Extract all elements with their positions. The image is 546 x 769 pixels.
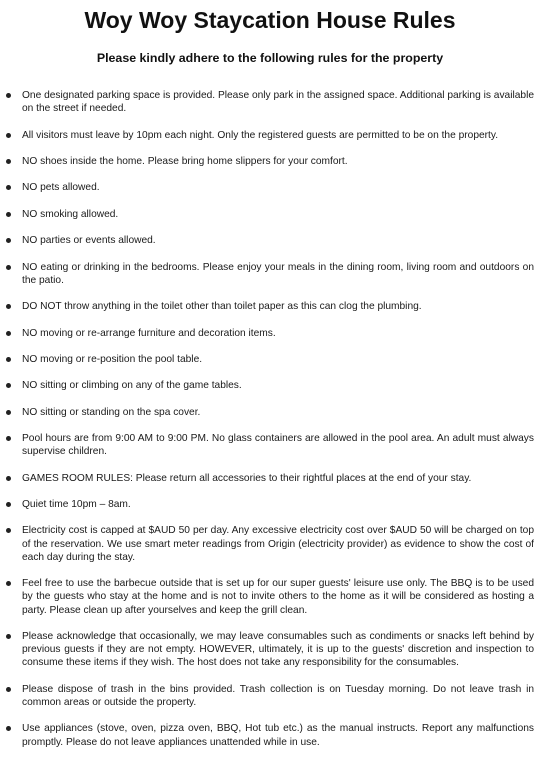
- rule-text: Pool hours are from 9:00 AM to 9:00 PM. No glass containers are allowed in the pool area. An adult must always supervise children.: [22, 433, 534, 458]
- rule-item: [6, 353, 534, 366]
- rule-item: [6, 181, 534, 194]
- rule-item: [6, 722, 534, 748]
- bullet-icon: [6, 436, 11, 441]
- rule-text: Please dispose of trash in the bins provided. Trash collection is on Tuesday morning. Do not leave trash in common areas or outside the property.: [22, 683, 534, 709]
- rule-text: NO sitting or standing on the spa cover.: [22, 406, 201, 418]
- rule-text: One designated parking space is provided. Please only park in the assigned space. Additional parking is available on the street if needed.: [22, 90, 534, 115]
- bullet-icon: [6, 383, 11, 388]
- bullet-icon: [6, 185, 11, 190]
- bullet-icon: [6, 726, 11, 731]
- rule-item: [6, 524, 534, 564]
- rule-item: [6, 261, 534, 287]
- bullet-icon: [6, 304, 11, 309]
- rule-text: All visitors must leave by 10pm each night. Only the registered guests are permitted to be on the property.: [22, 129, 499, 141]
- rule-text: NO smoking allowed.: [22, 208, 119, 220]
- rule-text: NO parties or events allowed.: [22, 235, 156, 247]
- rule-text: NO eating or drinking in the bedrooms. Please enjoy your meals in the dining room, living room and outdoors on the patio.: [22, 261, 534, 286]
- rule-item: [6, 472, 534, 485]
- rule-text: Quiet time 10pm – 8am.: [22, 499, 131, 511]
- rule-text: NO shoes inside the home. Please bring home slippers for your comfort.: [22, 155, 348, 167]
- rule-text: NO pets allowed.: [22, 182, 100, 194]
- bullet-icon: [6, 93, 11, 98]
- rule-item: [6, 129, 534, 142]
- rule-item: [6, 155, 534, 168]
- bullet-icon: [6, 159, 11, 164]
- bullet-icon: [6, 238, 11, 243]
- rule-text: NO moving or re-position the pool table.: [22, 353, 203, 365]
- rule-item: [6, 327, 534, 340]
- bullet-icon: [6, 265, 11, 270]
- bullet-icon: [6, 528, 11, 533]
- rules-list: [6, 89, 534, 749]
- rule-item: [6, 300, 534, 313]
- rule-item: [6, 498, 534, 511]
- rule-item: [6, 406, 534, 419]
- rule-text: DO NOT throw anything in the toilet other than toilet paper as this can clog the plumbing.: [22, 301, 422, 313]
- rule-item: [6, 432, 534, 458]
- rule-text: NO sitting or climbing on any of the game tables.: [22, 380, 242, 392]
- bullet-icon: [6, 331, 11, 336]
- bullet-icon: [6, 212, 11, 217]
- bullet-icon: [6, 581, 11, 586]
- page-title: Woy Woy Staycation House Rules: [84, 7, 456, 33]
- rule-text: GAMES ROOM RULES: Please return all accessories to their rightful places at the end of your stay.: [22, 472, 472, 484]
- rule-item: [6, 208, 534, 221]
- rule-text: Electricity cost is capped at $AUD 50 per day. Any excessive electricity cost over $AUD 50 will be charged on top of the reservation. We use smart meter readings from Origin (electricity provider) as evidence to show the cost of each day during the stay.: [22, 525, 534, 563]
- rule-text: NO moving or re-arrange furniture and decoration items.: [22, 327, 276, 339]
- rule-item: [6, 577, 534, 617]
- bullet-icon: [6, 634, 11, 639]
- bullet-icon: [6, 687, 11, 692]
- page-subtitle: Please kindly adhere to the following rules for the property: [96, 51, 444, 65]
- rule-item: [6, 379, 534, 392]
- rule-item: [6, 683, 534, 709]
- bullet-icon: [6, 502, 11, 507]
- bullet-icon: [6, 133, 11, 138]
- bullet-icon: [6, 476, 11, 481]
- rule-text: Please acknowledge that occasionally, we may leave consumables such as condiments or snacks left behind by previous guests if they are not empty. HOWEVER, ultimately, it is up to the guests' discretion and inspection to consume these items if they wish. The host does not take any responsibility for the consumables.: [22, 631, 534, 669]
- rule-text: Feel free to use the barbecue outside that is set up for our super guests' leisure use only. The BBQ is to be used by the guests who stay at the home and is not to invite others to the home as it will be considered as hosting a party. Please clean up after yourselves and keep the grill clean.: [22, 578, 534, 616]
- rule-item: [6, 89, 534, 115]
- rule-item: [6, 630, 534, 670]
- rule-item: [6, 234, 534, 247]
- bullet-icon: [6, 357, 11, 362]
- bullet-icon: [6, 410, 11, 415]
- rule-text: Use appliances (stove, oven, pizza oven, BBQ, Hot tub etc.) as the manual instructs. Report any malfunctions promptly. Please do not leave appliances unattended while in use.: [22, 723, 534, 748]
